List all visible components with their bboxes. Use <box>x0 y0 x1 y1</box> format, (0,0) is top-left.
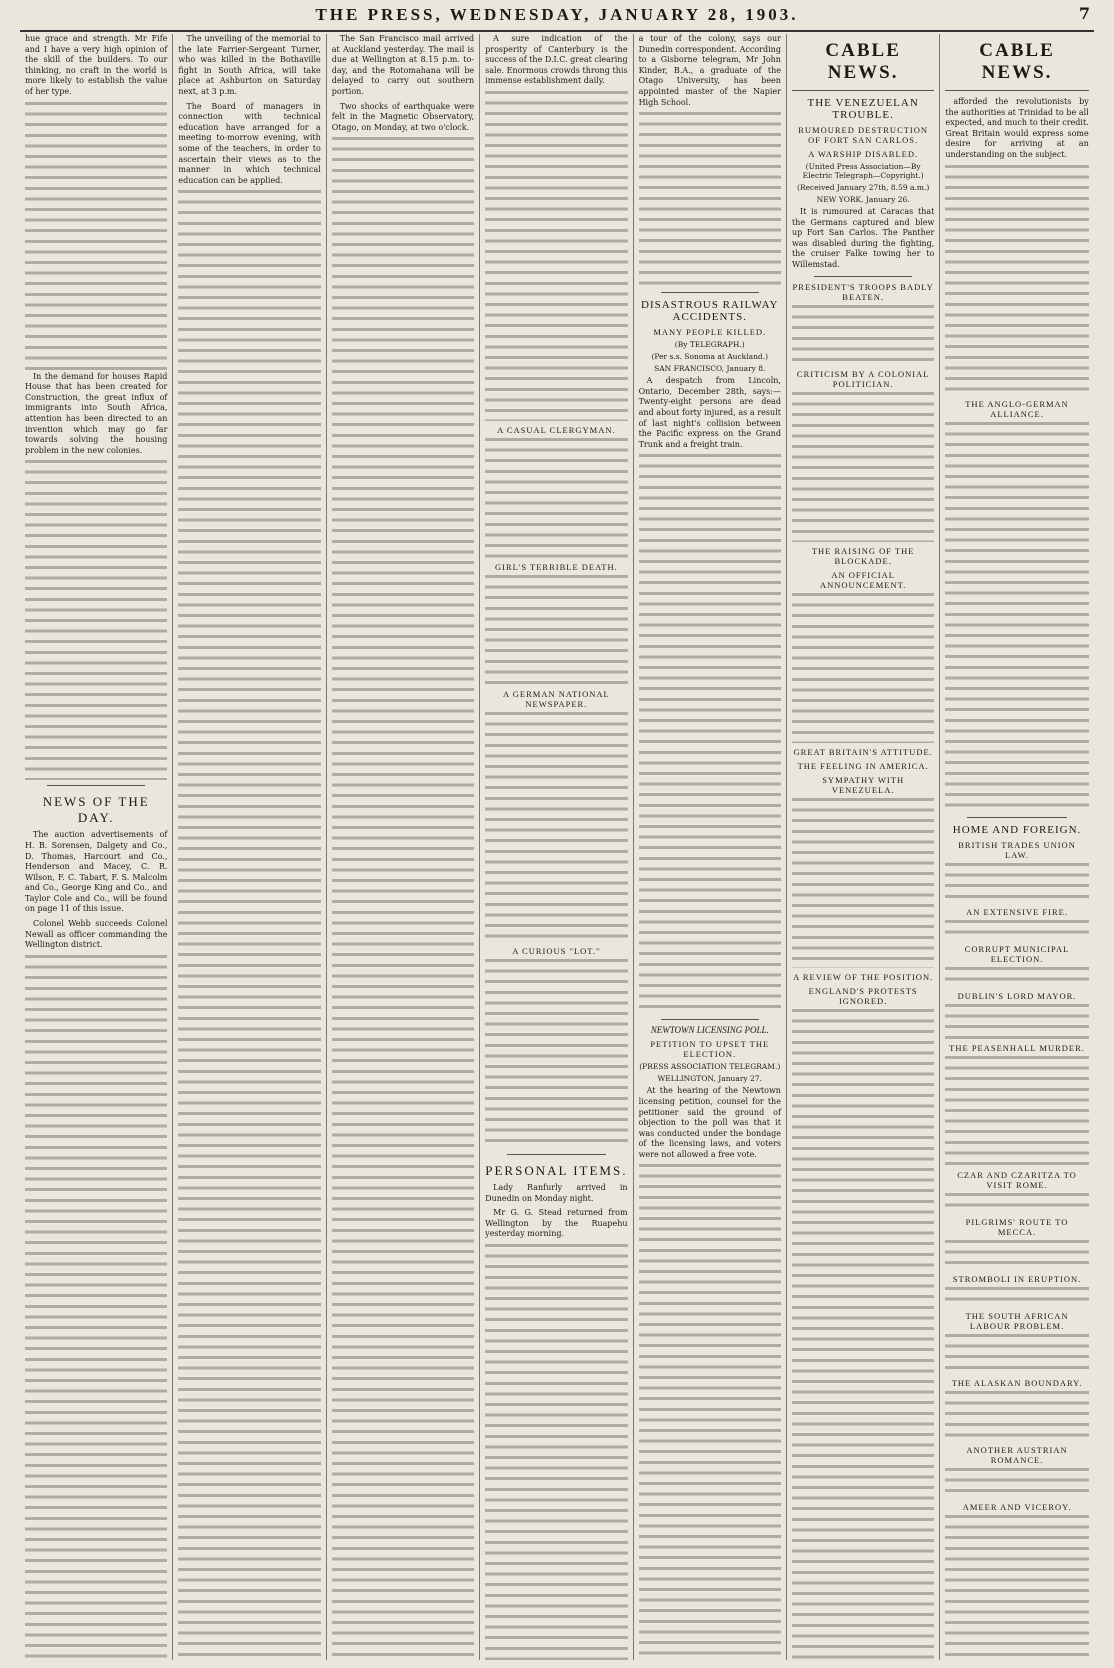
subheadline-stromboli: STROMBOLI IN ERUPTION. <box>952 1273 1082 1284</box>
byline-per-ss: (Per s.s. Sonoma at Auckland.) <box>651 352 769 362</box>
byline-press-association: (PRESS ASSOCIATION TELEGRAM.) <box>639 1062 781 1072</box>
divider <box>792 90 934 91</box>
article-paragraph: It is rumoured at Caracas that the Germans captured and blew up Fort San Carlos. The Panther was disabled during the fighting, the cruiser Falke towing her to Willemstad. <box>791 207 935 269</box>
text-block <box>792 305 934 365</box>
subheadline-labour-problem: THE SOUTH AFRICAN LABOUR PROBLEM. <box>965 1310 1069 1331</box>
column-1 <box>20 34 173 1660</box>
text-block <box>945 967 1088 987</box>
columns <box>20 34 1094 1660</box>
headline-girls-death: GIRL'S TERRIBLE DEATH. <box>494 561 618 572</box>
article-paragraph: The unveiling of the memorial to the late Farrier-Sergeant Turner, who was killed in the Bothaville fight in South Africa, will take place at Ashburton on Saturday next, at 3 p.m. <box>178 34 321 96</box>
text-block <box>25 460 167 780</box>
subheadline-raising-blockade: THE RAISING OF THE BLOCKADE. <box>811 545 915 566</box>
text-block <box>945 1004 1088 1039</box>
subheadline-corrupt-election: CORRUPT MUNICIPAL ELECTION. <box>964 943 1070 964</box>
column-4 <box>480 34 633 1660</box>
text-block <box>945 165 1088 395</box>
subheadline-protests-ignored: ENGLAND'S PROTESTS IGNORED. <box>808 985 918 1006</box>
text-block <box>945 1468 1088 1498</box>
divider <box>661 292 759 293</box>
byline-telegraph: (By TELEGRAPH.) <box>674 340 745 350</box>
text-block <box>792 1009 934 1660</box>
article-paragraph: The auction advertisements of H. B. Sorensen, Dalgety and Co., D. Thomas, Harcourt and Co., Henderson and Macey, C. R. Wilson, F. C. Tabart, F. S. Malcolm and Co., George King and Co., and Taylor Cole and Co., will be found on page 11 of this issue. <box>25 830 168 914</box>
subheadline-review-position: A REVIEW OF THE POSITION. <box>793 971 934 982</box>
article-paragraph: Two shocks of earthquake were felt in the Magnetic Observatory, Otago, on Monday, at two o'clock. <box>331 101 475 132</box>
page-number: 7 <box>1078 4 1090 23</box>
text-block <box>945 1240 1088 1270</box>
text-block <box>792 798 934 968</box>
subheadline-petition: PETITION TO UPSET THE ELECTION. <box>650 1039 770 1060</box>
article-paragraph: The San Francisco mail arrived at Auckland yesterday. The mail is due at Wellington at 8.15 p.m. to-day, and the Rotomahana will be delayed to carry out southern portion. <box>331 34 475 96</box>
text-block <box>792 593 934 743</box>
subheadline-pilgrims: PILGRIMS' ROUTE TO MECCA. <box>965 1216 1069 1237</box>
text-block <box>485 1244 627 1660</box>
column-6 <box>787 34 940 1660</box>
dateline: SAN FRANCISCO, January 8. <box>654 364 766 374</box>
subheadline-britain-attitude: GREAT BRITAIN'S ATTITUDE. <box>793 746 933 757</box>
text-block <box>178 190 320 1660</box>
subheadline-fort-san-carlos: RUMOURED DESTRUCTION OF FORT SAN CARLOS. <box>798 125 929 145</box>
text-block <box>639 1164 781 1660</box>
headline-venezuelan-trouble: THE VENEZUELAN TROUBLE. <box>807 97 919 121</box>
column-7 <box>940 34 1093 1660</box>
dateline: NEW YORK, January 26. <box>816 195 910 204</box>
subheadline-warship-disabled: A WARSHIP DISABLED. <box>808 149 919 159</box>
article-paragraph: afforded the revolutionists by the authorities at Trinidad to be all expected, and much to their credit. Great Britain would express some desire for arriving at an understanding on the subject. <box>945 97 1089 159</box>
text-block <box>945 1287 1088 1307</box>
received-line: (Received January 27th, 8.59 a.m.) <box>797 183 930 192</box>
subheadline-czar-visit: CZAR AND CZARITZA TO VISIT ROME. <box>957 1169 1077 1190</box>
article-paragraph: Mr G. G. Stead returned from Wellington by the Ruapehu yesterday morning. <box>485 1208 628 1239</box>
text-block <box>485 575 627 685</box>
masthead <box>20 0 1094 32</box>
subheadline-feeling-america: THE FEELING IN AMERICA. <box>797 760 929 771</box>
subheadline-extensive-fire: AN EXTENSIVE FIRE. <box>966 906 1068 917</box>
divider <box>945 90 1088 91</box>
subheadline-austrian-romance: ANOTHER AUSTRIAN ROMANCE. <box>966 1444 1068 1465</box>
section-heading-news-of-the-day: NEWS OF THE DAY. <box>42 794 150 826</box>
subheadline-trades-union: BRITISH TRADES UNION LAW. <box>958 839 1076 860</box>
divider <box>814 276 912 277</box>
subheadline-anglo-german-alliance: THE ANGLO-GERMAN ALLIANCE. <box>965 398 1069 419</box>
text-block <box>485 91 627 421</box>
column-2 <box>173 34 326 1660</box>
section-heading-personal-items: PERSONAL ITEMS. <box>485 1162 628 1178</box>
subheadline-peasenhall-murder: THE PEASENHALL MURDER. <box>949 1042 1085 1053</box>
headline-german-newspaper: A GERMAN NATIONAL NEWSPAPER. <box>503 688 610 709</box>
subheadline-president-troops: PRESIDENT'S TROOPS BADLY BEATEN. <box>792 281 934 302</box>
article-paragraph: In the demand for houses Rapid House that has been created for Construction, the great influx of immigrants into South Africa, attention has been directed to an invention which may go far towards solving the housing problem in the new colonies. <box>25 371 168 455</box>
masthead-title: THE PRESS, WEDNESDAY, JANUARY 28, 1903. <box>315 5 799 24</box>
text-block <box>485 438 627 558</box>
text-block <box>25 102 167 372</box>
subheadline-ameer-viceroy: AMEER AND VICEROY. <box>962 1501 1072 1512</box>
article-paragraph: The Board of managers in connection with technical education have arranged for a meeting to-morrow evening, with some of the teachers, in order to ascertain their views as to the manner in which technical education can be applied. <box>178 101 321 185</box>
headline-home-and-foreign: HOME AND FOREIGN. <box>952 823 1082 836</box>
divider <box>507 1154 605 1155</box>
article-paragraph: A sure indication of the prosperity of Canterbury is the success of the D.I.C. great clearing sale. Enormous crowds throng this immense establishment daily. <box>485 34 628 86</box>
article-paragraph: A despatch from Lincoln, Ontario, December 28th, says:—Twenty-eight persons are dead and about forty injured, as a result of last night's collision between the Pacific express on the Grand Trunk and a freight train. <box>638 376 781 449</box>
subheadline-official-announcement: AN OFFICIAL ANNOUNCEMENT. <box>820 569 907 590</box>
text-block <box>485 959 627 1149</box>
text-block <box>945 1056 1088 1166</box>
headline-casual-clergyman: A CASUAL CLERGYMAN. <box>497 424 616 435</box>
article-paragraph: Lady Ranfurly arrived in Dunedin on Monday night. <box>485 1182 628 1203</box>
article-paragraph: At the hearing of the Newtown licensing petition, counsel for the petitioner said the ground of objection to the poll was that it was conducted under the bondage of the licensing laws, and voters were not allowed a free vote. <box>638 1086 781 1159</box>
column-5 <box>634 34 787 1660</box>
text-block <box>639 454 781 1014</box>
headline-curious-lot: A CURIOUS "LOT." <box>512 945 601 956</box>
dateline: WELLINGTON, January 27. <box>657 1074 762 1084</box>
text-block <box>25 955 167 1660</box>
text-block <box>639 112 781 287</box>
text-block <box>945 920 1088 940</box>
text-block <box>945 1334 1088 1374</box>
byline-united-press: (United Press Association—By Electric Telegraph—Copyright.) <box>802 162 924 180</box>
column-3 <box>327 34 480 1660</box>
headline-cable-news: CABLE NEWS. <box>825 40 901 83</box>
subheadline-lord-mayor: DUBLIN'S LORD MAYOR. <box>957 990 1077 1001</box>
text-block <box>792 392 934 542</box>
divider <box>661 1019 759 1020</box>
subheadline-criticism: CRITICISM BY A COLONIAL POLITICIAN. <box>796 368 930 389</box>
divider <box>47 785 145 786</box>
headline-cable-news: CABLE NEWS. <box>979 40 1055 83</box>
headline-newtown-licensing-poll: NEWTOWN LICENSING POLL. <box>650 1025 769 1036</box>
text-block <box>945 1391 1088 1441</box>
divider <box>967 817 1066 818</box>
subheadline-alaskan-boundary: THE ALASKAN BOUNDARY. <box>951 1377 1083 1388</box>
text-block <box>945 863 1088 903</box>
article-paragraph: Colonel Webb succeeds Colonel Newall as officer commanding the Wellington district. <box>25 919 168 950</box>
subheadline-sympathy: SYMPATHY WITH VENEZUELA. <box>822 774 905 795</box>
text-block <box>332 137 474 1660</box>
text-block <box>945 1193 1088 1213</box>
text-block <box>945 1515 1088 1660</box>
subheadline-many-killed: MANY PEOPLE KILLED. <box>653 327 767 338</box>
headline-disastrous-railway-accidents: DISASTROUS RAILWAY ACCIDENTS. <box>641 299 779 324</box>
article-paragraph: a tour of the colony, says our Dunedin correspondent. According to a Gisborne telegram, Mr John Kinder, B.A., a graduate of the Otago University, has been appointed master of the Napier High School. <box>638 34 781 107</box>
article-paragraph: hue grace and strength. Mr Fife and I have a very high opinion of the skill of the builders. To our thinking, no craft in the world is more likely to establish the value of her type. <box>25 34 168 96</box>
text-block <box>945 422 1088 812</box>
text-block <box>485 712 627 942</box>
